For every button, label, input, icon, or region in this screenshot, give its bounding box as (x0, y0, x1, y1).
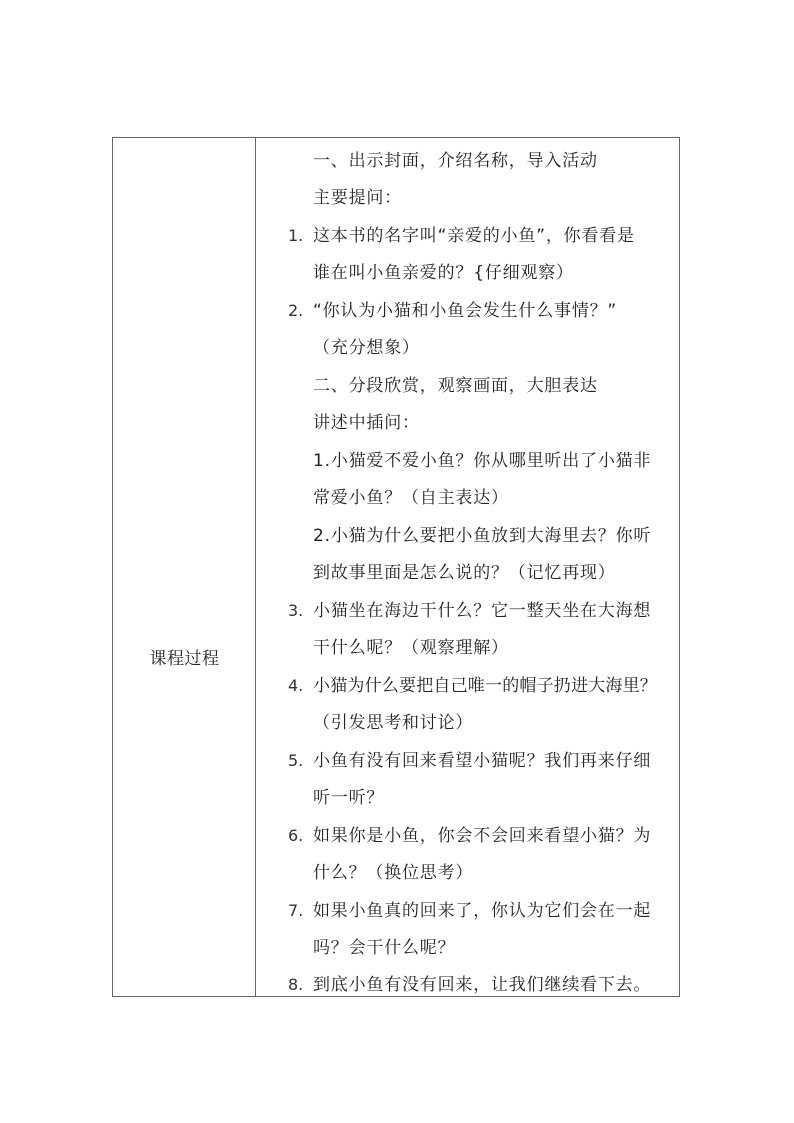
question-number: 8. (288, 975, 304, 994)
question-number: 4. (288, 676, 304, 695)
question-text: 到故事里面是怎么说的？（记忆再现） (313, 563, 616, 583)
question-text: 这本书的名字叫“亲爱的小鱼”，你看看是 (313, 226, 635, 246)
question-text: 1.小猫爱不爱小鱼？你从哪里听出了小猫非 (313, 451, 652, 471)
question-text: 听一听？ (313, 788, 385, 808)
section-heading-1: 一、出示封面，介绍名称，导入活动 (313, 151, 598, 171)
question-text: 到底小鱼有没有回来，让我们继续看下去。 (313, 975, 652, 995)
course-process-label: 课程过程 (149, 649, 220, 669)
question-text: 干什么呢？（观察理解） (313, 638, 509, 658)
question-text: 2.小猫为什么要把小鱼放到大海里去？你听 (313, 526, 652, 546)
question-number: 7. (288, 901, 304, 920)
question-text: 常爱小鱼？（自主表达） (313, 488, 509, 508)
question-number: 6. (288, 826, 304, 845)
section-heading-2: 二、分段欣赏，观察画面，大胆表达 (313, 376, 598, 396)
question-text: 小鱼有没有回来看望小猫呢？我们再来仔细 (313, 751, 652, 771)
question-number: 1. (288, 226, 304, 245)
question-text: 谁在叫小鱼亲爱的？{仔细观察） (313, 263, 574, 283)
question-text: 如果你是小鱼，你会不会回来看望小猫？为 (313, 826, 652, 846)
inserted-questions-label: 讲述中插问： (313, 413, 420, 433)
question-text: 小猫坐在海边干什么？它一整天坐在大海想 (313, 601, 652, 621)
question-text: “你认为小猫和小鱼会发生什么事情？” (313, 301, 618, 321)
lesson-process-table (112, 137, 680, 997)
question-text: 如果小鱼真的回来了，你认为它们会在一起 (313, 901, 652, 921)
question-number: 3. (288, 601, 304, 620)
label-cell (113, 138, 256, 996)
question-text: （引发思考和讨论） (313, 713, 474, 733)
main-questions-label: 主要提问： (313, 188, 402, 208)
question-text: 小猫为什么要把自己唯一的帽子扔进大海里？ (313, 676, 657, 696)
question-number: 2. (288, 301, 304, 320)
question-number: 5. (288, 751, 304, 770)
question-text: （充分想象） (313, 338, 420, 358)
question-text: 吗？会干什么呢？ (313, 938, 456, 958)
content-cell (256, 138, 679, 996)
question-text: 什么？（换位思考） (313, 863, 474, 883)
